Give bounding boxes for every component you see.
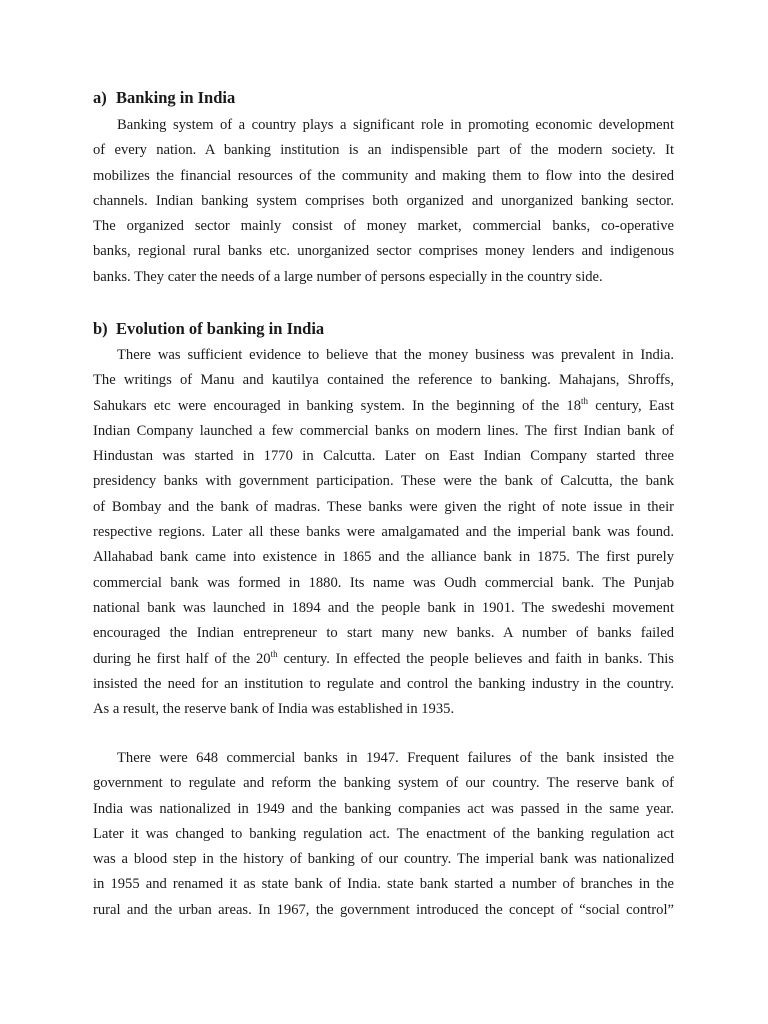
line-text: century. In effected the people believes and faith in banks. This — [277, 650, 674, 667]
paragraph-line: There were 648 commercial banks in 1947. Frequent failures of the bank insisted the — [117, 750, 674, 766]
section-b-title: Evolution of banking in India — [116, 319, 325, 338]
line-text: century, East — [588, 397, 674, 414]
section-a-paragraph — [93, 113, 674, 290]
ordinal-superscript: th — [270, 648, 278, 659]
paragraph-line: respective regions. Later all these banks were amalgamated and the imperial bank was found. — [93, 524, 674, 541]
section-b-heading — [93, 319, 324, 339]
paragraph-line: was a blood step in the history of banking of our country. The imperial bank was nationalized — [93, 851, 674, 868]
paragraph-line: presidency banks with government participation. These were the bank of Calcutta, the bank — [93, 473, 674, 490]
paragraph-line: mobilizes the financial resources of the community and making them to flow into the desired — [93, 167, 674, 184]
paragraph-line: Later it was changed to banking regulation act. The enactment of the banking regulation act — [93, 825, 674, 842]
section-b-paragraph — [93, 343, 674, 722]
section-b-marker: b) — [93, 319, 108, 338]
paragraph-line: There was sufficient evidence to believe that the money business was prevalent in India. — [117, 347, 674, 363]
paragraph-line: insisted the need for an institution to regulate and control the banking industry in the country. — [93, 675, 674, 692]
paragraph-line: national bank was launched in 1894 and the people bank in 1901. The swedeshi movement — [93, 599, 674, 616]
section-a-title: Banking in India — [116, 88, 236, 107]
paragraph-line: banks, regional rural banks etc. unorganized sector comprises money lenders and indigenous — [93, 243, 674, 260]
paragraph-line: in 1955 and renamed it as state bank of India. state bank started a number of branches in the — [93, 876, 674, 893]
paragraph-line: The writings of Manu and kautilya contained the reference to banking. Mahajans, Shroffs, — [93, 372, 674, 389]
paragraph-line: The organized sector mainly consist of money market, commercial banks, co-operative — [93, 218, 674, 235]
paragraph-line: commercial bank was formed in 1880. Its name was Oudh commercial bank. The Punjab — [93, 574, 674, 591]
paragraph-line: As a result, the reserve bank of India was established in 1935. — [93, 701, 455, 718]
paragraph-line: of Bombay and the bank of madras. These banks were given the right of note issue in their — [93, 498, 674, 515]
ordinal-superscript: th — [581, 395, 589, 406]
paragraph-line: Allahabad bank came into existence in 1865 and the alliance bank in 1875. The first purely — [93, 549, 674, 566]
paragraph-line: channels. Indian banking system comprises both organized and unorganized banking sector. — [93, 192, 674, 209]
paragraph-line — [93, 647, 674, 672]
paragraph-line: rural and the urban areas. In 1967, the government introduced the concept of “social control” — [93, 901, 674, 918]
section-a-marker: a) — [93, 88, 107, 107]
paragraph-line — [93, 394, 674, 419]
section-c-paragraph — [93, 746, 674, 923]
paragraph-line: Indian Company launched a few commercial banks on modern lines. The first Indian bank of — [93, 422, 674, 439]
paragraph-line: India was nationalized in 1949 and the banking companies act was passed in the same year. — [93, 800, 674, 817]
line-text: Sahukars etc were encouraged in banking system. In the beginning of the 18 — [93, 397, 581, 414]
paragraph-line: banks. They cater the needs of a large number of persons especially in the country side. — [93, 268, 603, 285]
section-a-heading — [93, 88, 235, 108]
paragraph-line: of every nation. A banking institution is an indispensible part of the modern society. It — [93, 142, 674, 159]
paragraph-line: encouraged the Indian entrepreneur to start many new banks. A number of banks failed — [93, 625, 674, 642]
line-text: during he first half of the 20 — [93, 650, 271, 667]
paragraph-line: Banking system of a country plays a significant role in promoting economic development — [117, 117, 674, 133]
paragraph-line: Hindustan was started in 1770 in Calcutta. Later on East Indian Company started three — [93, 448, 674, 465]
paragraph-line: government to regulate and reform the banking system of our country. The reserve bank of — [93, 775, 674, 792]
